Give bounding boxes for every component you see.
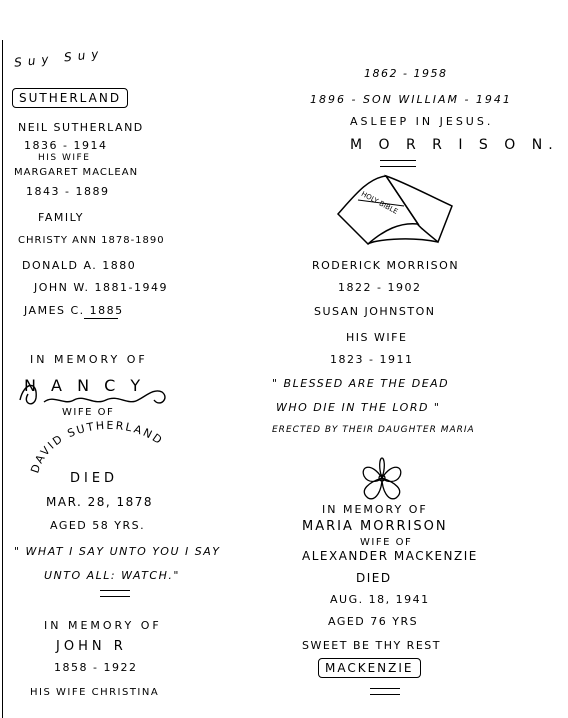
sutherland-family-box: SUTHERLAND bbox=[12, 88, 128, 108]
maria-name: MARIA MORRISON bbox=[302, 519, 448, 534]
mackenzie-family-box: MACKENZIE bbox=[318, 658, 421, 678]
wife-of-right: WIFE OF bbox=[360, 537, 413, 548]
died-label-right: DIED bbox=[356, 571, 392, 585]
child-christy: CHRISTY ANN 1878-1890 bbox=[18, 235, 165, 246]
divider-right-2 bbox=[370, 688, 400, 695]
divider-left-1 bbox=[100, 590, 130, 597]
asleep-in-jesus: ASLEEP IN JESUS. bbox=[350, 115, 494, 128]
roderick-years: 1822 - 1902 bbox=[338, 281, 422, 294]
quote-watch-line2: UNTO ALL: WATCH." bbox=[44, 569, 180, 582]
neil-name: NEIL SUTHERLAND bbox=[18, 121, 144, 134]
neil-years: 1836 - 1914 bbox=[24, 139, 108, 152]
alexander-name: ALEXANDER MACKENZIE bbox=[302, 549, 478, 563]
margaret-name: MARGARET MACLEAN bbox=[14, 167, 139, 178]
wife-of-label: WIFE OF bbox=[62, 407, 115, 418]
svg-text:DAVID SUTHERLAND bbox=[28, 419, 166, 475]
john-r-name: JOHN R bbox=[56, 639, 127, 654]
john-r-years: 1858 - 1922 bbox=[54, 661, 138, 674]
in-memory-of-heading: IN MEMORY OF bbox=[30, 353, 148, 366]
in-memory-of-heading-2: IN MEMORY OF bbox=[44, 619, 162, 632]
died-date-right: AUG. 18, 1941 bbox=[330, 593, 430, 606]
nancy-flourish bbox=[14, 372, 174, 412]
died-date-left: MAR. 28, 1878 bbox=[46, 495, 154, 509]
in-memory-of-right: IN MEMORY OF bbox=[322, 503, 428, 516]
susan-name: SUSAN JOHNSTON bbox=[314, 305, 436, 318]
blessed-line2: WHO DIE IN THE LORD " bbox=[276, 401, 441, 414]
sweet-be-thy-rest: SWEET BE THY REST bbox=[302, 639, 441, 652]
blessed-line1: " BLESSED ARE THE DEAD bbox=[272, 377, 450, 390]
nancy-name: N A N C Y bbox=[24, 376, 146, 395]
aged-right: AGED 76 YRS bbox=[328, 615, 419, 628]
years-top: 1862 - 1958 bbox=[364, 67, 448, 80]
his-wife-christina: HIS WIFE CHRISTINA bbox=[30, 687, 160, 698]
his-wife-right: HIS WIFE bbox=[346, 331, 408, 344]
david-sutherland-arc bbox=[30, 418, 180, 478]
child-donald: DONALD A. 1880 bbox=[22, 259, 137, 272]
flower-icon bbox=[350, 456, 414, 504]
david-sutherland-text: DAVID SUTHERLAND bbox=[28, 418, 166, 475]
child-john-w: JOHN W. 1881-1949 bbox=[34, 281, 168, 294]
header-scribble: Suy Suy bbox=[13, 46, 105, 70]
morrison-heading: M O R R I S O N. bbox=[350, 137, 559, 153]
died-label-left: DIED bbox=[70, 471, 119, 486]
son-william: 1896 - SON WILLIAM - 1941 bbox=[310, 93, 512, 106]
roderick-name: RODERICK MORRISON bbox=[312, 259, 460, 272]
page-left-edge bbox=[2, 40, 3, 718]
child-james: JAMES C. 1885 bbox=[24, 304, 124, 317]
aged-left: AGED 58 YRS. bbox=[50, 519, 146, 532]
his-wife-label: HIS WIFE bbox=[38, 153, 91, 163]
family-label: FAMILY bbox=[38, 211, 84, 224]
susan-years: 1823 - 1911 bbox=[330, 353, 414, 366]
bible-label: HOLY BIBLE bbox=[359, 189, 400, 216]
margaret-years: 1843 - 1889 bbox=[26, 185, 110, 198]
divider-right-1 bbox=[380, 160, 416, 167]
quote-watch-line1: " WHAT I SAY UNTO YOU I SAY bbox=[14, 545, 221, 558]
james-underline bbox=[84, 318, 118, 322]
erected-by: ERECTED BY THEIR DAUGHTER MARIA bbox=[272, 425, 475, 435]
open-bible-icon bbox=[334, 170, 458, 248]
